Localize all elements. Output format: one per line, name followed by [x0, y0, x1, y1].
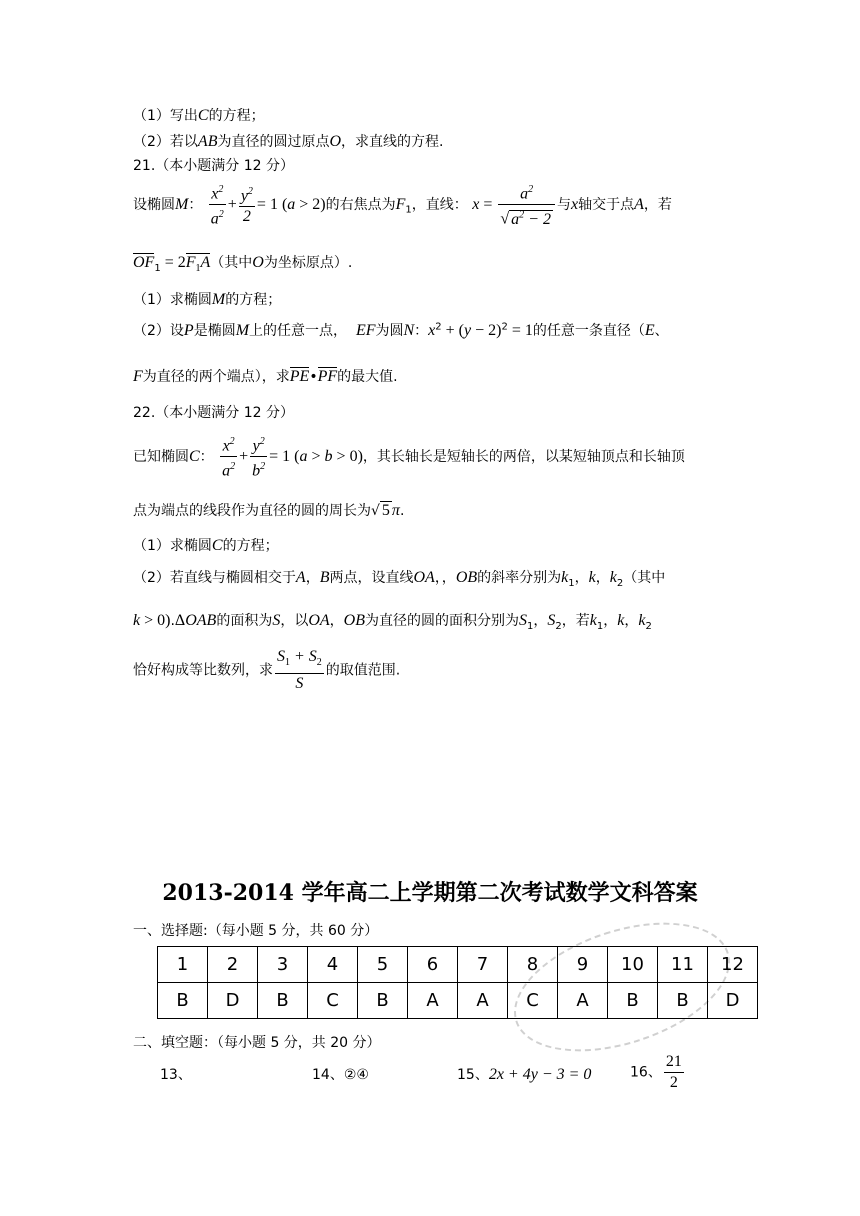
answer-title: 2013-2014 学年高二上学期第二次考试数学文科答案 — [162, 880, 698, 906]
fraction-y2-2: $\frac{y^2}{2}$ — [239, 182, 255, 227]
table-row-choices — [158, 983, 758, 1019]
table-cell: 11 — [658, 947, 708, 983]
table-cell: B — [358, 983, 408, 1019]
q22-part2-cont: k > 0).ΔOAB的面积为S，以OA，OB为直径的圆的面积分别为$S_1$，$S_2$，若$k_1$，k，$k_2$ — [133, 612, 652, 632]
table-cell: B — [158, 983, 208, 1019]
fraction-21-2: $\frac{21}{2}$ — [665, 1053, 682, 1091]
table-row-numbers — [158, 947, 758, 983]
fill-answer-13: 13、 — [160, 1067, 192, 1083]
table-cell: C — [308, 983, 358, 1019]
table-cell: 3 — [258, 947, 308, 983]
table-cell: C — [508, 983, 558, 1019]
table-cell: A — [458, 983, 508, 1019]
table-cell: B — [658, 983, 708, 1019]
table-cell: D — [708, 983, 758, 1019]
table-cell: 6 — [408, 947, 458, 983]
fraction-x2-a2-q22: $\frac{x^2}{a^2}$ — [220, 432, 237, 482]
q20-part1: （1）写出C的方程； — [133, 107, 265, 124]
table-cell: 8 — [508, 947, 558, 983]
q22-part2: （2）若直线与椭圆相交于A，B两点，设直线OA，，OB的斜率分别为$k_1$，k，$k_2$（其中 — [133, 569, 666, 589]
fraction-directrix: $\frac{a^2}{√ a^2 - 2}$ — [498, 180, 555, 230]
table-cell: 5 — [358, 947, 408, 983]
q22-heading: 22.（本小题满分 12 分） — [133, 405, 294, 421]
table-cell: 4 — [308, 947, 358, 983]
q22-statement: 已知椭圆C： $\frac{x^2}{a^2}$ + $\frac{y^2}{b^2}$ = 1 (a > b > 0)，其长轴长是短轴长的两倍，以某短轴顶点和长轴顶 — [133, 432, 685, 482]
q21-part2-cont: F为直径的两个端点），求PE•PF的最大值. — [133, 368, 398, 385]
q21-part2: （2）设P是椭圆M上的任意一点， EF为圆N：$x^2 + (y - 2)^2 = 1$的任意一条直径（E、 — [133, 321, 669, 339]
q22-part2-end: 恰好构成等比数列，求 $\frac{S_1 + S_2}{S}$ 的取值范围. — [133, 648, 401, 693]
fraction-y2-b2: $\frac{y^2}{b^2}$ — [250, 432, 267, 482]
answer-table — [157, 946, 758, 1019]
table-cell: 1 — [158, 947, 208, 983]
table-cell: 2 — [208, 947, 258, 983]
table-cell: 12 — [708, 947, 758, 983]
section-choice-heading: 一、选择题:（每小题 5 分，共 60 分） — [133, 923, 379, 939]
table-cell: 9 — [558, 947, 608, 983]
q21-heading: 21.（本小题满分 12 分） — [133, 158, 294, 174]
table-cell: A — [408, 983, 458, 1019]
table-cell: B — [258, 983, 308, 1019]
q21-part1: （1）求椭圆M的方程； — [133, 291, 282, 308]
fill-answer-15: 15、2x + 4y − 3 = 0 — [457, 1066, 592, 1083]
fill-answer-14: 14、②④ — [312, 1067, 369, 1083]
table-cell: A — [558, 983, 608, 1019]
section-fill-heading: 二、填空题：（每小题 5 分，共 20 分） — [133, 1035, 381, 1051]
q21-vector-condition: $OF_1 = 2F_1A$（其中O为坐标原点）. — [133, 254, 353, 275]
table-cell: B — [608, 983, 658, 1019]
fraction-x2-a2: $\frac{x^2}{a^2}$ — [209, 180, 226, 230]
q22-statement-cont: 点为端点的线段作为直径的圆的周长为√ 5 π. — [133, 502, 405, 519]
q20-part2: （2）若以AB为直径的圆过原点O，求直线的方程. — [133, 133, 444, 150]
q22-part1: （1）求椭圆C的方程； — [133, 537, 279, 554]
q21-statement: 设椭圆M： $\frac{x^2}{a^2}$ + $\frac{y^2}{2}$ = 1 (a > 2)的右焦点为$F_1$，直线： x = $\frac{a^2}{√ a^2 - 2}$ 与x轴交于点A，若 — [133, 180, 672, 230]
fraction-s1s2-over-s: $\frac{S_1 + S_2}{S}$ — [277, 648, 322, 693]
table-cell: 7 — [458, 947, 508, 983]
fill-answer-16: 16、 $\frac{21}{2}$ — [630, 1053, 682, 1091]
table-cell: D — [208, 983, 258, 1019]
table-cell: 10 — [608, 947, 658, 983]
